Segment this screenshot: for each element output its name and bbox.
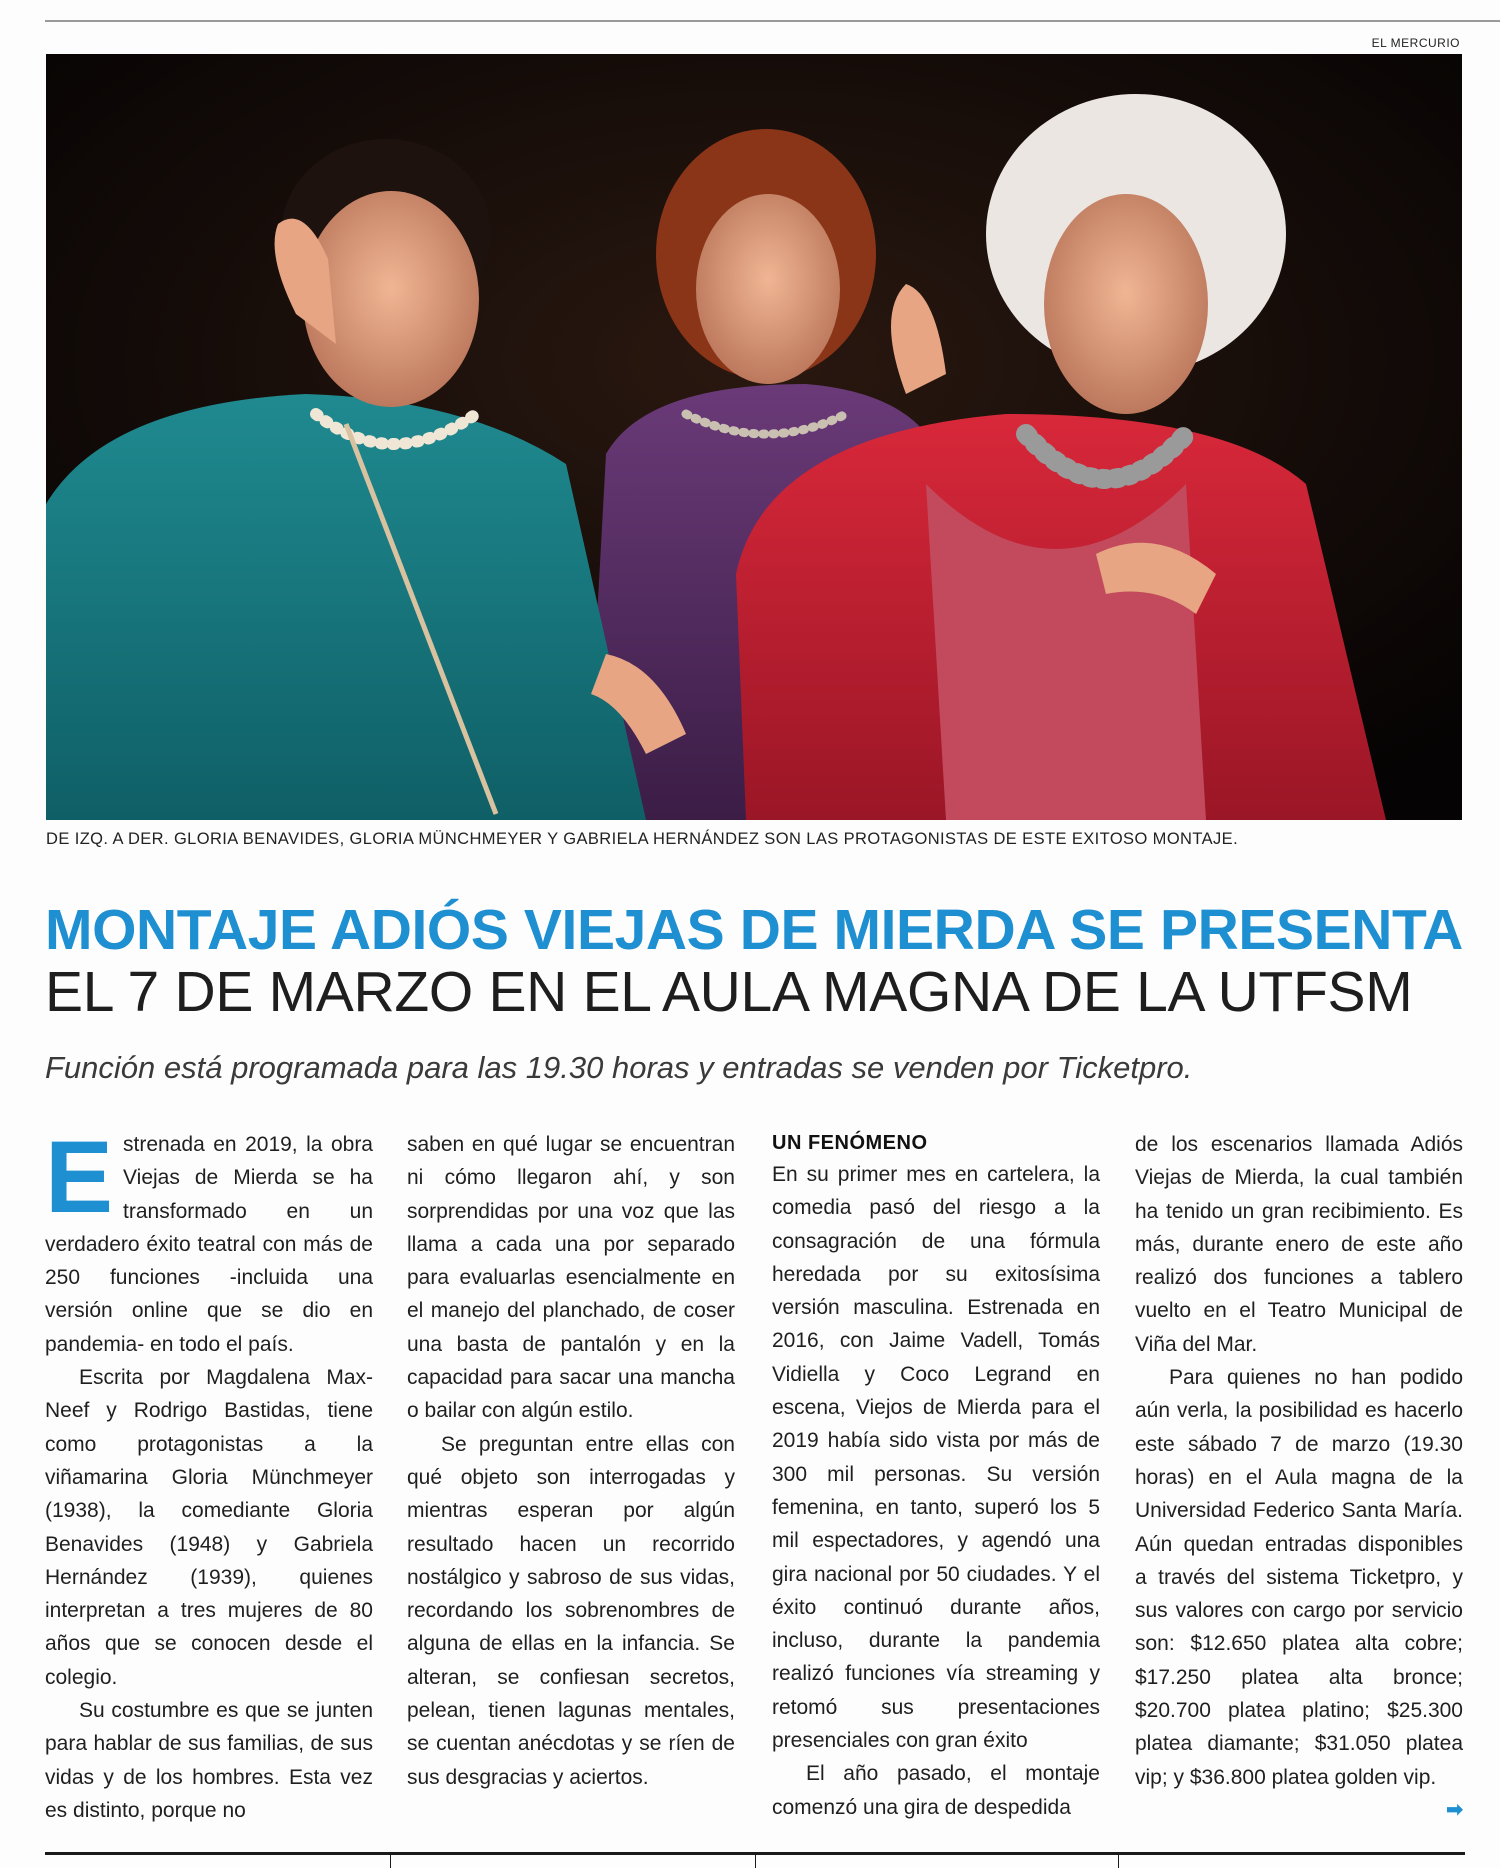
column-1: [45, 1120, 373, 1827]
photo-caption: DE IZQ. A DER. GLORIA BENAVIDES, GLORIA MÜNCHMEYER Y GABRIELA HERNÁNDEZ SON LAS PROTAGONISTAS DE ESTE EXITOSO MONTAJE.: [46, 830, 1239, 848]
previous-page-fragment: [1200, 0, 1500, 8]
top-rule: [45, 20, 1500, 22]
stage-photo: [46, 54, 1462, 820]
paragraph: Su costumbre es que se junten para hablar de sus familias, de sus vidas y de los hombres. Esta vez es distinto, porque no: [45, 1699, 373, 1822]
paragraph: El año pasado, el montaje comenzó una gira de despedida: [772, 1762, 1100, 1819]
headline: [45, 900, 1475, 1024]
subheadline: Función está programada para las 19.30 horas y entradas se venden por Ticketpro.: [45, 1050, 1193, 1085]
paragraph-text: strenada en 2019, la obra Viejas de Mierda se ha transformado en un verdadero éxito teatral con más de 250 funciones -incluida una versión online que se dio en pandemia- en todo el país.: [45, 1133, 373, 1356]
column-tick: [390, 1855, 391, 1868]
paragraph: [1135, 1361, 1463, 1821]
paragraph: de los escenarios llamada Adiós Viejas de Mierda, la cual también ha tenido un gran recibimiento. Es más, durante enero de este año realizó dos funciones a tablero vuelto en el Teatro Municipal de Viña del Mar.: [1135, 1133, 1463, 1356]
paragraph: Escrita por Magdalena Max-Neef y Rodrigo Bastidas, tiene como protagonistas a la viñamarina Gloria Münchmeyer (1938), la comediante Gloria Benavides (1948) y Gabriela Hernández (1939), quienes interpretan a tres mujeres de 80 años que se conocen desde el colegio.: [45, 1366, 373, 1689]
paragraph: saben en qué lugar se encuentran ni cómo llegaron ahí, y son sorprendidas por una voz que las llama a cada una por separado para evaluarlas esencialmente en el manejo del planchado, de coser una basta de pantalón y en la capacidad para sacar una mancha o bailar con algún estilo.: [407, 1133, 735, 1423]
end-of-article-arrow-icon: ➡: [1446, 1798, 1463, 1821]
headline-line-2: EL 7 DE MARZO EN EL AULA MAGNA DE LA UTFSM: [45, 960, 1413, 1024]
column-4: [1135, 1128, 1463, 1827]
stage-photo-illustration: [46, 54, 1462, 820]
column-tick: [755, 1855, 756, 1868]
column-2: [407, 1128, 735, 1794]
paragraph: Se preguntan entre ellas con qué objeto son interrogadas y mientras esperan por algún resultado hacen un recorrido nostálgico y sabroso de sus vidas, recordando los sobrenombres de alguna de ellas en la infancia. Se alteran, se confiesan secretos, pelean, tienen lagunas mentales, se cuentan anécdotas y se ríen de sus desgracias y aciertos.: [407, 1432, 735, 1789]
paragraph: En su primer mes en cartelera, la comedia pasó del riesgo a la consagración de una fórmula heredada por su exitosísima versión masculina. Estrenada en 2016, con Jaime Vadell, Tomás Vidiella y Coco Legrand en escena, Viejos de Mierda para el 2019 había sido vista por más de 300 mil personas. Su versión femenina, en tanto, superó los 5 mil espectadores, y agendó una gira nacional por 50 ciudades. Y el éxito continuó durante años, incluso, durante la pandemia realizó funciones vía streaming y retomó sus presentaciones presenciales con gran éxito: [772, 1163, 1100, 1753]
column-tick: [1118, 1855, 1119, 1868]
column-3: [772, 1128, 1100, 1824]
article-body: [45, 1120, 1465, 1828]
paragraph-text: Para quienes no han podido aún verla, la posibilidad es hacerlo este sábado 7 de marzo (19.30 horas) en el Aula magna de la Universidad Federico Santa María. Aún quedan entradas disponibles a través del sistema Ticketpro, y sus valores con cargo por servicio son: $12.650 platea alta cobre; $17.250 platea alta bronce; $20.700 platea platino; $25.300 platea diamante; $31.050 platea vip; y $36.800 platea golden vip.: [1135, 1366, 1463, 1789]
photo-credit: EL MERCURIO: [1371, 36, 1460, 50]
paragraph: [45, 1120, 373, 1361]
headline-line-1: MONTAJE ADIÓS VIEJAS DE MIERDA SE PRESENTA: [45, 898, 1463, 962]
drop-cap: E: [45, 1120, 114, 1234]
section-heading: UN FENÓMENO: [772, 1132, 928, 1154]
